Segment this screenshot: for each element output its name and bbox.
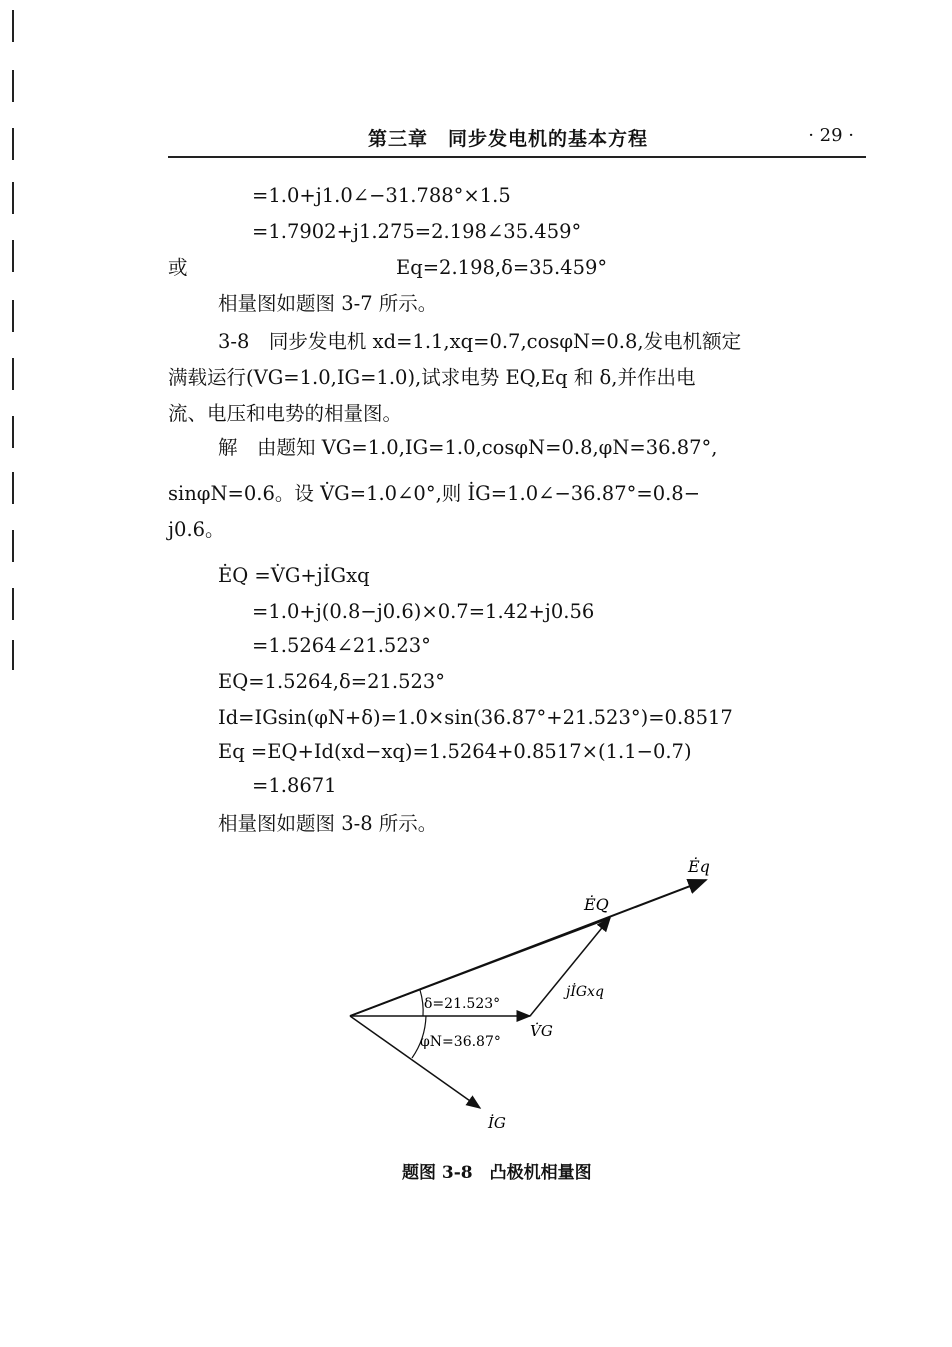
equation-line: =1.7902+j1.275=2.198∠35.459° xyxy=(252,220,582,243)
label-phiN: φN=36.87° xyxy=(420,1034,501,1050)
angle-arc-delta xyxy=(420,990,423,1016)
equation-line: =1.5264∠21.523° xyxy=(252,634,431,657)
equation-line: Id=IGsin(φN+δ)=1.0×sin(36.87°+21.523°)=0.8517 xyxy=(218,706,733,729)
figure-caption: 题图 3-8 凸极机相量图 xyxy=(402,1163,592,1183)
problem-statement: 流、电压和电势的相量图。 xyxy=(168,402,403,425)
equation-line: ĖQ =V̇G+jİGxq xyxy=(218,564,370,587)
phasor-diagram xyxy=(330,850,730,1150)
binding-marks xyxy=(12,0,15,670)
label-EQ: ĖQ xyxy=(584,895,609,914)
equation-line: =1.0+j(0.8−j0.6)×0.7=1.42+j0.56 xyxy=(252,600,595,623)
equation-line: Eq=2.198,δ=35.459° xyxy=(396,256,608,279)
equation-line: =1.0+j1.0∠−31.788°×1.5 xyxy=(252,184,511,207)
problem-statement: 满载运行(VG=1.0,IG=1.0),试求电势 EQ,Eq 和 δ,并作出电 xyxy=(168,366,696,389)
solution-line: sinφN=0.6。设 V̇G=1.0∠0°,则 İG=1.0∠−36.87°=0.8− xyxy=(168,482,701,505)
text-line: 相量图如题图 3-7 所示。 xyxy=(218,292,438,315)
label-IG: İG xyxy=(488,1114,506,1132)
text-line: 相量图如题图 3-8 所示。 xyxy=(218,812,438,835)
label-VG: V̇G xyxy=(530,1022,553,1040)
equation-line: =1.8671 xyxy=(252,774,337,797)
label-delta: δ=21.523° xyxy=(424,996,501,1012)
chapter-title: 第三章 同步发电机的基本方程 xyxy=(368,128,649,150)
equation-line: Eq =EQ+Id(xd−xq)=1.5264+0.8517×(1.1−0.7) xyxy=(218,740,692,763)
page-number: · 29 · xyxy=(808,125,854,146)
text-line: 或 xyxy=(168,256,188,279)
label-jIGxq: jİGxq xyxy=(566,984,604,1000)
phasor-IG xyxy=(350,1016,480,1108)
page-header xyxy=(168,120,866,158)
equation-line: EQ=1.5264,δ=21.523° xyxy=(218,670,446,693)
solution-line: 解 由题知 VG=1.0,IG=1.0,cosφN=0.8,φN=36.87°, xyxy=(218,436,718,459)
solution-line: j0.6。 xyxy=(168,518,225,541)
problem-statement: 3-8 同步发电机 xd=1.1,xq=0.7,cosφN=0.8,发电机额定 xyxy=(218,330,742,353)
label-Eq: Ėq xyxy=(688,857,710,876)
